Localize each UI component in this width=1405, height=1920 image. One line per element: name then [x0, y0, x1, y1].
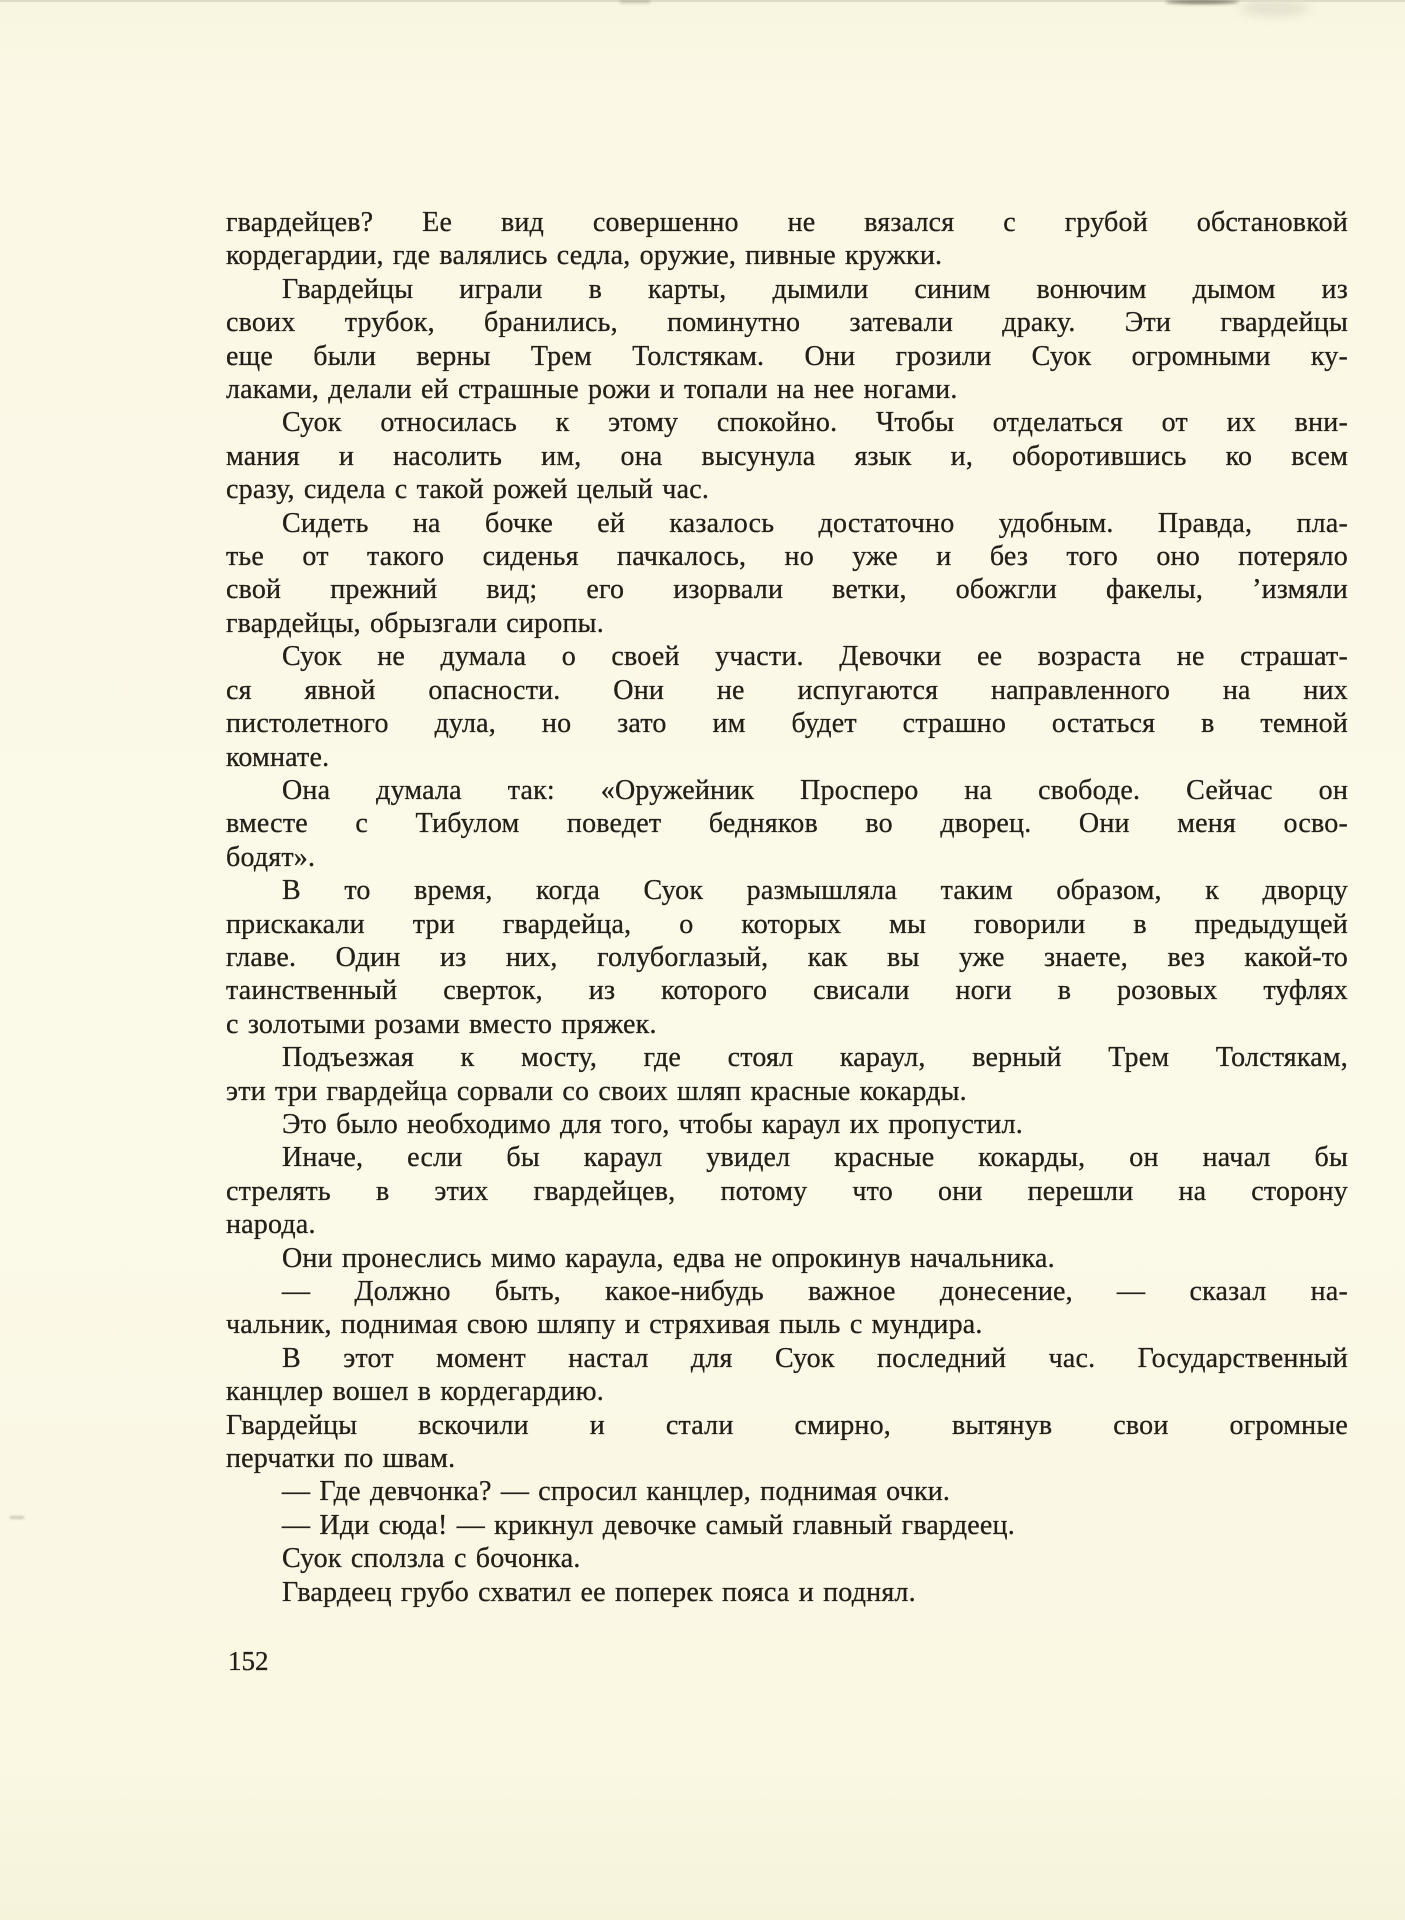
text-line: народа. [226, 1209, 316, 1241]
text-line: таинственный сверток, из которого свисали ноги в розовых туфлях [226, 975, 1348, 1007]
paragraph [226, 1141, 1348, 1241]
paragraph [226, 1509, 1348, 1542]
text-line: вместе с Тибулом поведет бедняков во дворец. Они меня осво- [226, 808, 1348, 840]
text-line: стрелять в этих гвардейцев, потому что они перешли на сторону [226, 1175, 1348, 1207]
text-line: кордегардии, где валялись седла, оружие, пивные кружки. [226, 240, 943, 272]
text-line: Сидеть на бочке ей казалось достаточно удобным. Правда, пла- [282, 507, 1348, 539]
text-line: Гвардейцы играли в карты, дымили синим вонючим дымом из [282, 273, 1348, 305]
text-line: — Где девчонка? — спросил канцлер, поднимая очки. [282, 1476, 951, 1508]
text-line: Гвардейцы вскочили и стали смирно, вытянув свои огромные [226, 1409, 1348, 1441]
paragraph [226, 206, 1348, 273]
text-line: — Иди сюда! — крикнул девочке самый главный гвардеец. [282, 1509, 1015, 1541]
paragraph [226, 1275, 1348, 1342]
text-line: прискакали три гвардейца, о которых мы говорили в предыдущей [226, 908, 1348, 940]
scan-smudge-soft [1240, 0, 1310, 16]
paragraph [226, 1242, 1348, 1275]
text-line: Суок не думала о своей участи. Девочки ее возраста не страшат- [282, 641, 1348, 673]
text-line: лаками, делали ей страшные рожи и топали на нее ногами. [226, 374, 958, 406]
paragraph [226, 1409, 1348, 1476]
text-line: Они пронеслись мимо караула, едва не опрокинув начальника. [282, 1242, 1055, 1274]
text-line: гвардейцы, обрызгали сиропы. [226, 607, 604, 639]
text-line: ся явной опасности. Они не испугаются направленного на них [226, 674, 1348, 706]
text-line: главе. Один из них, голубоглазый, как вы уже знаете, вез какой-то [226, 941, 1348, 973]
text-line: свой прежний вид; его изорвали ветки, обожгли факелы, ’измяли [226, 574, 1348, 606]
text-line: Иначе, если бы караул увидел красные кокарды, он начал бы [282, 1142, 1348, 1174]
scan-margin-mark [10, 1516, 24, 1519]
paragraph [226, 1542, 1348, 1575]
text-line: мания и насолить им, она высунула язык и, оборотившись ко всем [226, 440, 1348, 472]
text-line: Гвардеец грубо схватил ее поперек пояса и поднял. [282, 1576, 916, 1608]
text-line: своих трубок, бранились, поминутно затевали драку. Эти гвардейцы [226, 307, 1348, 339]
text-line: Суок сползла с бочонка. [282, 1543, 581, 1575]
paragraph [226, 640, 1348, 774]
text-line: бодят». [226, 841, 316, 873]
text-line: Это было необходимо для того, чтобы караул их пропустил. [282, 1108, 1023, 1140]
text-line: с золотыми розами вместо пряжек. [226, 1008, 657, 1040]
text-line: эти три гвардейца сорвали со своих шляп красные кокарды. [226, 1075, 967, 1107]
text-line: комнате. [226, 741, 330, 773]
text-line: перчатки по швам. [226, 1443, 456, 1475]
text-line: Она думала так: «Оружейник Просперо на свободе. Сейчас он [282, 774, 1348, 806]
text-line: сразу, сидела с такой рожей целый час. [226, 474, 710, 506]
text-line: тье от такого сиденья пачкалось, но уже и без того оно потеряло [226, 541, 1348, 573]
text-line: гвардейцев? Ее вид совершенно не вязался с грубой обстановкой [226, 207, 1348, 238]
text-block [226, 206, 1348, 1609]
paragraph [226, 1576, 1348, 1609]
text-line: канцлер вошел в кордегардию. [226, 1376, 604, 1408]
text-line: пистолетного дула, но зато им будет страшно остаться в темной [226, 708, 1348, 740]
paragraph [226, 406, 1348, 506]
text-line: В этот момент настал для Суок последний час. Государственный [282, 1342, 1348, 1374]
text-line: Суок относилась к этому спокойно. Чтобы отделаться от их вни- [282, 407, 1348, 439]
text-line: еще были верны Трем Толстякам. Они грозили Суок огромными ку- [226, 340, 1348, 372]
text-line: — Должно быть, какое-нибудь важное донесение, — сказал на- [282, 1276, 1348, 1307]
paragraph [226, 1108, 1348, 1141]
paragraph [226, 273, 1348, 407]
paragraph [226, 1342, 1348, 1409]
paragraph [226, 1041, 1348, 1108]
paragraph [226, 774, 1348, 874]
text-line: Подъезжая к мосту, где стоял караул, верный Трем Толстякам, [282, 1042, 1348, 1074]
text-line: В то время, когда Суок размышляла таким образом, к дворцу [282, 875, 1348, 907]
scan-smudge-dark [1165, 0, 1239, 4]
paragraph [226, 874, 1348, 1041]
text-line: чальник, поднимая свою шляпу и стряхивая пыль с мундира. [226, 1309, 983, 1341]
page-number: 152 [228, 1646, 269, 1676]
paragraph [226, 1475, 1348, 1508]
paragraph [226, 507, 1348, 641]
scan-smudge-small [620, 0, 650, 3]
